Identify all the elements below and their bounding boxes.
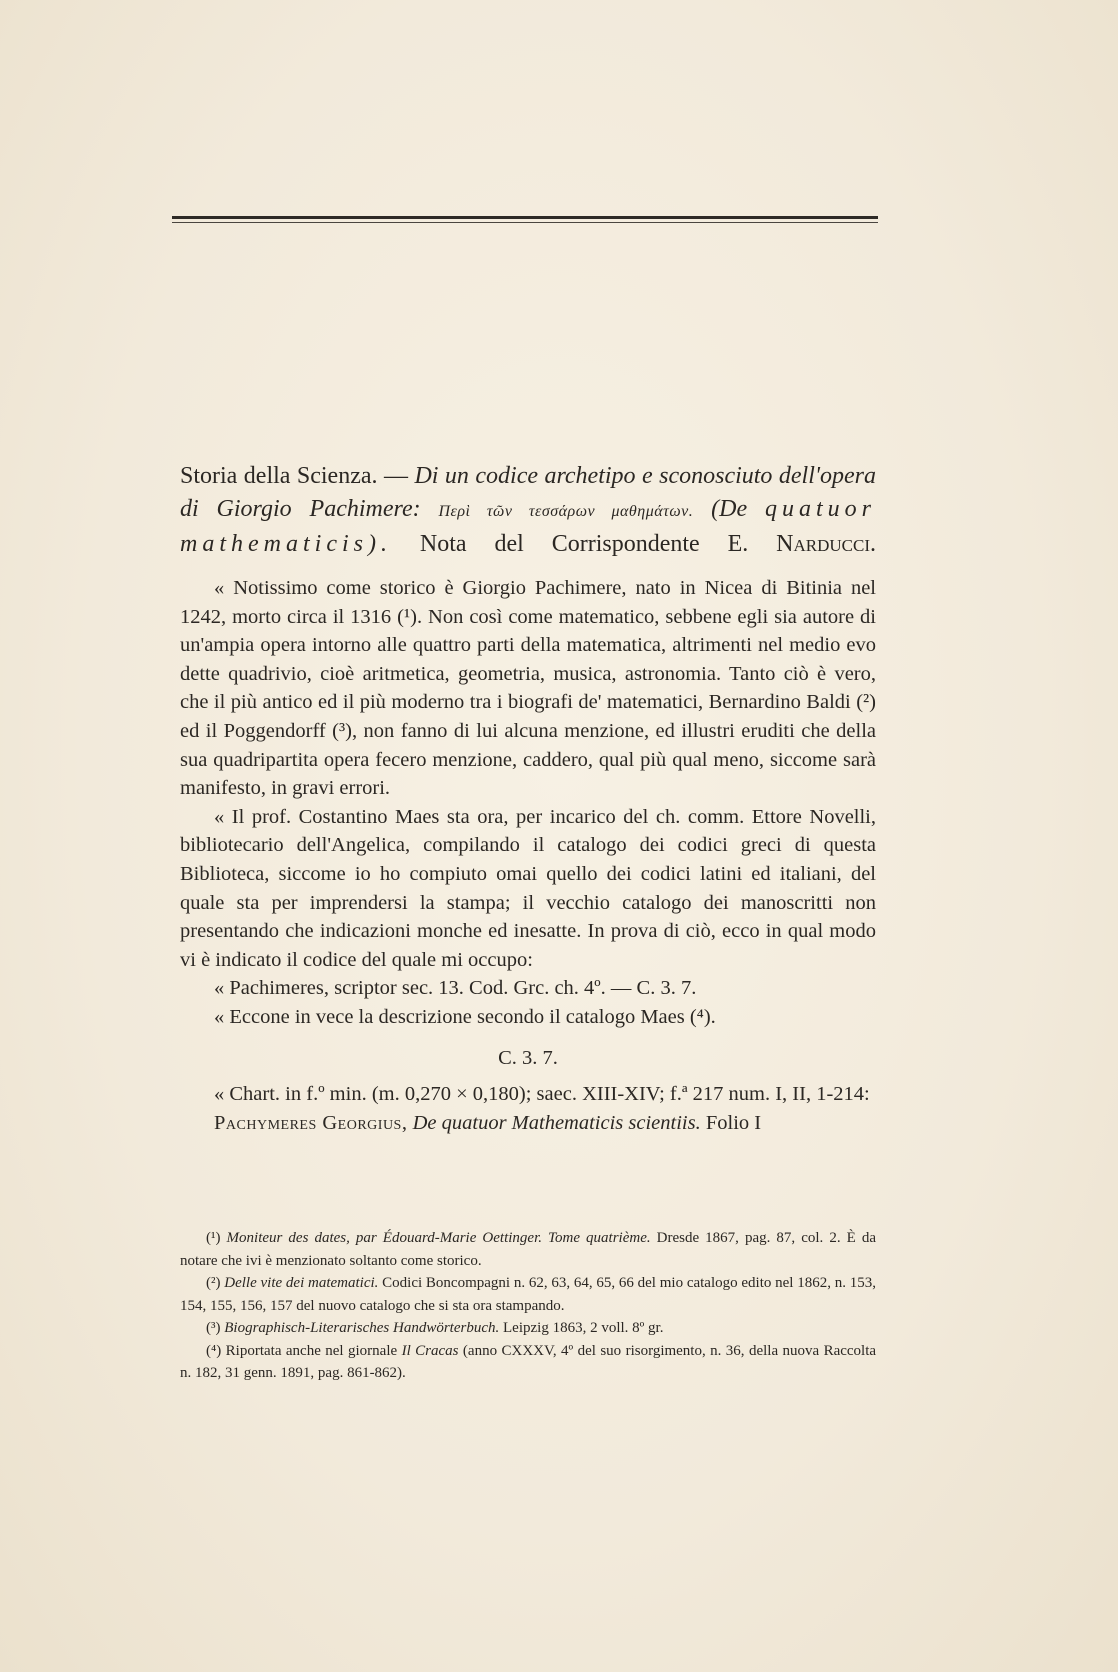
footnote-2-text: Codici Boncompagni n. 62, 63, 64, 65, 66 del mio catalogo edito nel 1862, n. 153, 154, 155, 156, 157 del nuovo catalogo che si sta ora stampando. bbox=[180, 1275, 877, 1314]
article-title bbox=[180, 460, 876, 561]
title-italic-2: (De bbox=[711, 496, 748, 522]
paragraph-2: « Il prof. Costantino Maes sta ora, per incarico del ch. comm. Ettore Novelli, bibliotecario dell'Angelica, compilando il catalogo dei codici greci di questa Biblioteca, siccome io ho compiuto omai quello dei codici latini ed italiani, del quale sta per imprendersi la stampa; il vecchio catalogo dei manoscritti non presentando che indicazioni monche ed inesatte. In prova di ciò, ecco in qual modo vi è indicato il codice del quale mi occupo: bbox=[180, 805, 876, 971]
title-note-prefix: Nota del Corrispondente E. bbox=[419, 531, 749, 557]
footnote-1-title: Moniteur des dates, par Édouard-Marie Oettinger. Tome quatrième. bbox=[226, 1230, 651, 1246]
footnote-3-text: Leipzig 1863, 2 voll. 8º gr. bbox=[503, 1320, 664, 1336]
paragraph-1: « Notissimo come storico è Giorgio Pachimere, nato in Nicea di Bitinia nel 1242, morto circa il 1316 (¹). Non così come matematico, sebbene egli sia autore di un'ampia opera intorno alle quattro parti della matematica, altrimenti nel medio evo dette quadrivio, cioè aritmetica, geometria, musica, astronomia. Tanto ciò è vero, che il più antico ed il più moderno tra i biografi de' matematici, Bernardino Baldi (²) ed il Poggendorff (³), non fanno di lui alcuna menzione, ed illustri eruditi che della sua quadripartita opera fecero menzione, caddero, qual più qual meno, siccome sarà manifesto, in gravi errori. bbox=[180, 577, 876, 800]
footnote-3-title: Biographisch-Literarisches Handwörterbuch. bbox=[224, 1320, 500, 1336]
title-spaced: quatuor mathematicis). bbox=[180, 496, 877, 557]
paragraph-6-title: De quatuor Mathematicis scientiis. bbox=[412, 1111, 701, 1134]
footnote-4-text-a: Riportata anche nel giornale bbox=[225, 1342, 398, 1359]
paragraph-6-author: Pachymeres Georgius, bbox=[214, 1111, 408, 1134]
codex-heading: C. 3. 7. bbox=[498, 1046, 558, 1069]
footnote-4-title: Il Cracas bbox=[401, 1342, 459, 1359]
footnote-4-mark: (⁴) bbox=[206, 1342, 222, 1359]
footnote-1-mark: (¹) bbox=[206, 1230, 221, 1246]
article-body bbox=[180, 574, 876, 1137]
title-greek: Περὶ τῶν τεσσάρων μαθημάτων. bbox=[438, 503, 694, 520]
paragraph-4: « Eccone in vece la descrizione secondo il catalogo Maes (⁴). bbox=[214, 1005, 716, 1028]
paragraph-5: « Chart. in f.º min. (m. 0,270 × 0,180); saec. XIII-XIV; f.ª 217 num. I, II, 1-214: bbox=[214, 1083, 870, 1106]
footnote-3-mark: (³) bbox=[206, 1320, 221, 1336]
footnote-1 bbox=[180, 1227, 876, 1272]
paragraph-6-end: Folio I bbox=[705, 1111, 762, 1134]
footnote-2 bbox=[180, 1272, 876, 1317]
footnote-3 bbox=[180, 1317, 876, 1340]
header-rule-thin bbox=[172, 222, 878, 223]
paragraph-3: « Pachimeres, scriptor sec. 13. Cod. Grc. ch. 4º. — C. 3. 7. bbox=[214, 977, 697, 1000]
footnote-4-text-b: (anno CXXXV, 4º del suo risorgimento, n. 36, della nuova Raccolta n. 182, 31 genn. 1891, pag. 861-862). bbox=[180, 1342, 877, 1381]
title-subject: Storia della Scienza. — bbox=[180, 463, 408, 489]
footnote-4 bbox=[180, 1340, 876, 1385]
title-author: Narducci. bbox=[776, 531, 877, 557]
footnote-1-text: Dresde 1867, pag. 87, col. 2. È da notare che ivi è menzionato soltanto come storico. bbox=[180, 1230, 876, 1269]
header-rule-thick bbox=[172, 216, 878, 219]
paragraph-6 bbox=[180, 1109, 876, 1138]
footnote-2-title: Delle vite dei matematici. bbox=[224, 1275, 379, 1291]
footnotes bbox=[180, 1227, 876, 1385]
footnote-2-mark: (²) bbox=[206, 1275, 221, 1291]
title-italic-1: Di un codice archetipo e sconosciuto dell'opera di Giorgio Pachimere: bbox=[180, 463, 877, 522]
